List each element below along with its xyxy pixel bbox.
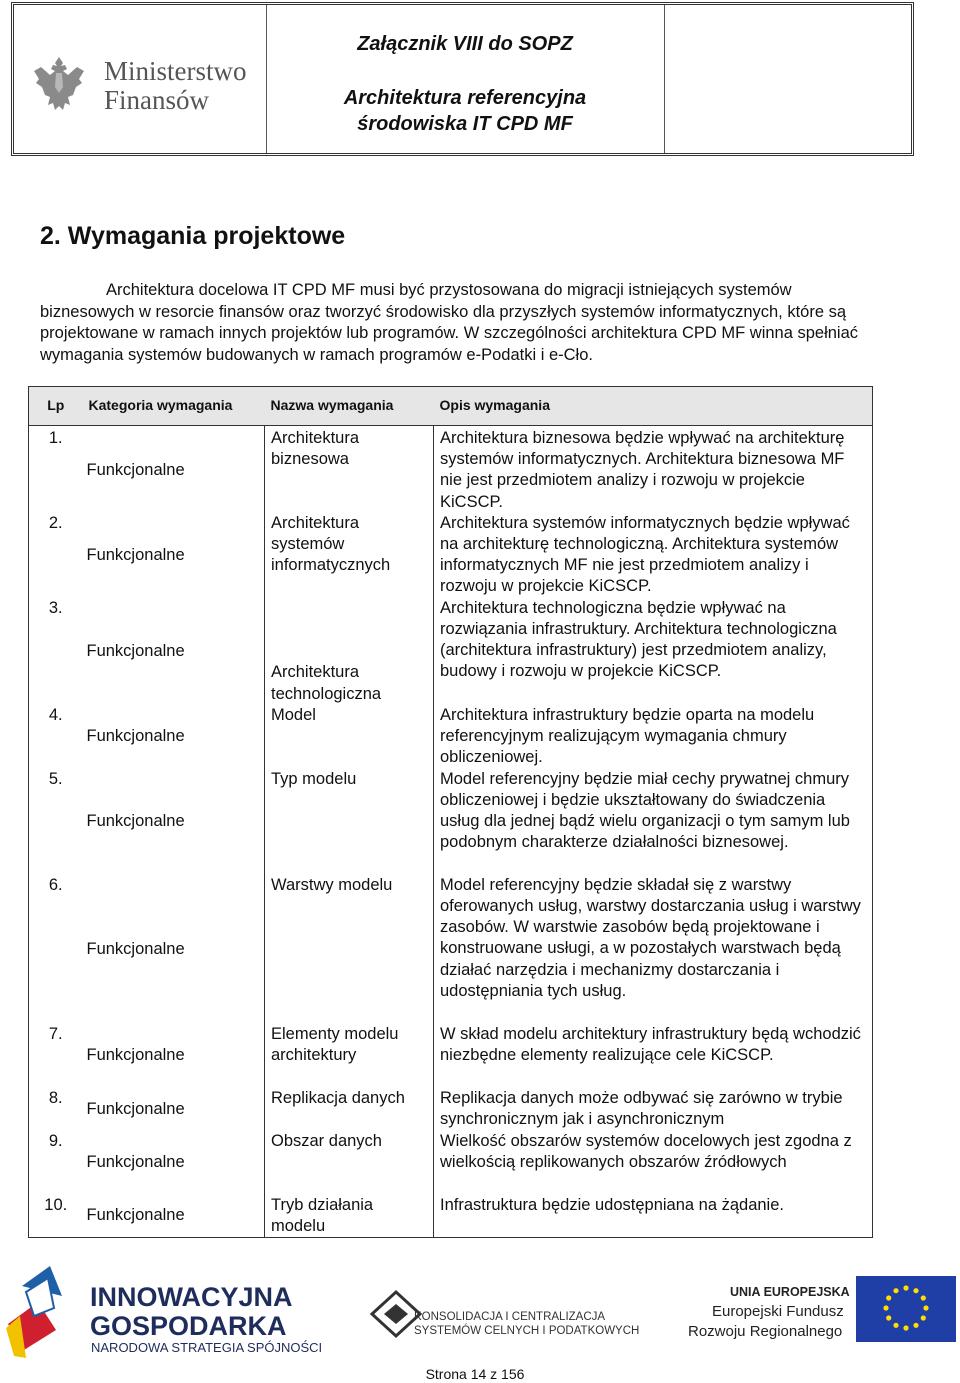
row-kategoria: Funkcjonalne (83, 875, 265, 1024)
row-lp: 10. (29, 1195, 83, 1238)
kic-line2: SYSTEMÓW CELNYCH I PODATKOWYCH (414, 1325, 640, 1337)
eu-fund-logo (688, 1276, 956, 1342)
footer-logos (0, 1258, 960, 1368)
row-lp: 5. (29, 769, 83, 875)
header-title-cell (266, 5, 665, 153)
row-opis: Replikacja danych może odbywać się zarówno w trybie synchronicznym jak i asynchronicznym (434, 1088, 873, 1131)
requirements-table (28, 386, 873, 1238)
annex-title: Załącznik VIII do SOPZ (357, 33, 573, 55)
header-lp: Lp (29, 387, 83, 426)
table-row (29, 1131, 873, 1195)
row-opis: Architektura biznesowa będzie wpływać na architekturę systemów informatycznych. Architektura biznesowa MF nie jest przedmiotem analizy i rozwoju w projekcie KiCSCP. (434, 426, 873, 513)
row-nazwa: Architektura biznesowa (265, 426, 434, 513)
eu-line2: Europejski Fundusz (712, 1303, 844, 1320)
table-row (29, 705, 873, 769)
row-kategoria: Funkcjonalne (83, 1088, 265, 1131)
row-opis: Architektura infrastruktury będzie oparta na modelu referencyjnym realizującym wymagania chmury obliczeniowej. (434, 705, 873, 769)
row-kategoria: Funkcjonalne (83, 1024, 265, 1088)
eagle-emblem-icon (32, 53, 86, 113)
row-lp: 2. (29, 513, 83, 598)
row-opis: Wielkość obszarów systemów docelowych jest zgodna z wielkością replikowanych obszarów źródłowych (434, 1131, 873, 1195)
ig-line1: INNOWACYJNA (90, 1282, 293, 1312)
row-kategoria: Funkcjonalne (83, 769, 265, 875)
row-nazwa: Model (265, 705, 434, 769)
table-row (29, 769, 873, 875)
page-number: Strona 14 z 156 (425, 1366, 525, 1382)
row-nazwa: Warstwy modelu (265, 875, 434, 1024)
row-kategoria: Funkcjonalne (83, 1131, 265, 1195)
row-nazwa: Typ modelu (265, 769, 434, 875)
ig-line2: GOSPODARKA (90, 1311, 287, 1341)
header-nazwa: Nazwa wymagania (265, 387, 434, 426)
ministry-logo (14, 5, 267, 153)
table-header-row (29, 387, 873, 426)
kic-line1: KONSOLIDACJA I CENTRALIZACJA (414, 1311, 606, 1323)
ministry-logo-text: Ministerstwo Finansów (104, 56, 247, 115)
table-row (29, 1024, 873, 1088)
table-row (29, 875, 873, 1024)
row-lp: 6. (29, 875, 83, 1024)
row-lp: 4. (29, 705, 83, 769)
eu-line1: UNIA EUROPEJSKA (730, 1285, 850, 1299)
row-kategoria: Funkcjonalne (83, 598, 265, 705)
eu-line3: Rozwoju Regionalnego (688, 1323, 843, 1340)
section-title: 2. Wymagania projektowe (40, 222, 346, 250)
row-opis: W skład modelu architektury infrastruktury będą wchodzić niezbędne elementy realizujące cele KiCSCP. (434, 1024, 873, 1088)
row-nazwa: Architektura technologiczna (265, 598, 434, 705)
row-opis: Architektura systemów informatycznych będzie wpływać na architekturę technologiczną. Architektura systemów informatycznych MF nie jest przedmiotem analizy i rozwoju w projekcie KiCSCP. (434, 513, 873, 598)
row-nazwa: Elementy modelu architektury (265, 1024, 434, 1088)
row-lp: 8. (29, 1088, 83, 1131)
row-kategoria: Funkcjonalne (83, 705, 265, 769)
innowacyjna-gospodarka-logo (6, 1266, 322, 1358)
row-nazwa: Tryb działania modelu (265, 1195, 434, 1238)
table-row (29, 1195, 873, 1238)
row-lp: 9. (29, 1131, 83, 1195)
row-opis: Infrastruktura będzie udostępniana na żądanie. (434, 1195, 873, 1238)
table-row (29, 513, 873, 598)
section-intro: Architektura docelowa IT CPD MF musi być przystosowana do migracji istniejących systemów biznesowych w resorcie finansów oraz tworzyć środowisko dla przyszłych systemów informatycznych, które są projektowane w ramach innych projektów lub programów. W szczególności architektura CPD MF winna spełniać wymagania systemów budowanych w ramach programów e-Podatki i e-Cło. (40, 281, 859, 364)
row-kategoria: Funkcjonalne (83, 513, 265, 598)
header-opis: Opis wymagania (434, 387, 873, 426)
row-opis: Architektura technologiczna będzie wpływać na rozwiązania infrastruktury. Architektura technologiczna (architektura infrastruktury) jest przedmiotem analizy, budowy i rozwoju w projekcie KiCSCP. (434, 598, 873, 705)
ig-line3: NARODOWA STRATEGIA SPÓJNOŚCI (91, 1340, 323, 1355)
row-nazwa: Architektura systemów informatycznych (265, 513, 434, 598)
table-row (29, 426, 873, 513)
row-nazwa: Replikacja danych (265, 1088, 434, 1131)
document-header (11, 2, 914, 156)
table-row (29, 598, 873, 705)
row-lp: 1. (29, 426, 83, 513)
document-subtitle: Architektura referencyjna środowiska IT CPD MF (343, 87, 587, 135)
row-lp: 3. (29, 598, 83, 705)
row-kategoria: Funkcjonalne (83, 1195, 265, 1238)
row-opis: Model referencyjny będzie miał cechy prywatnej chmury obliczeniowej i będzie ukształtowany do świadczenia usług dla jednej bądź wielu organizacji o tym samym lub podobnym charakterze działalności biznesowej. (434, 769, 873, 875)
row-nazwa: Obszar danych (265, 1131, 434, 1195)
header-kategoria: Kategoria wymagania (83, 387, 265, 426)
kicscp-logo (372, 1292, 639, 1337)
row-lp: 7. (29, 1024, 83, 1088)
table-row (29, 1088, 873, 1131)
row-opis: Model referencyjny będzie składał się z warstwy oferowanych usług, warstwy dostarczania usług i warstwy zasobów. W warstwie zasobów będą projektowane i konstruowane usługi, a w pozostałych warstwach będą działać narzędzia i mechanizmy dostarczania i udostępniania tych usług. (434, 875, 873, 1024)
row-kategoria: Funkcjonalne (83, 426, 265, 513)
